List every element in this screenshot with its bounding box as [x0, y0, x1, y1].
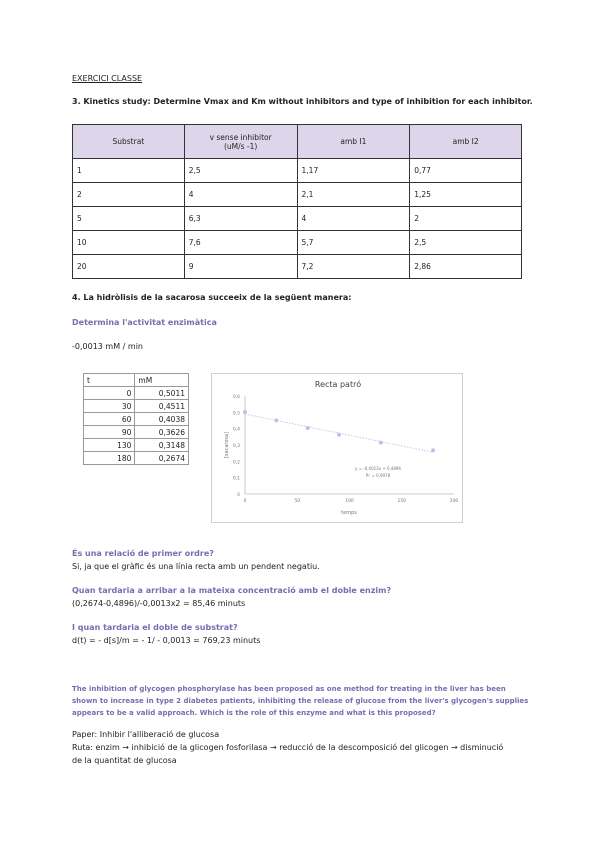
- table-cell: 0,5011: [135, 387, 189, 400]
- table-cell: 10: [73, 231, 185, 255]
- table-cell: 9: [184, 255, 297, 279]
- table-cell: 0,4038: [135, 413, 189, 426]
- trendline-r2: R² = 0,9978: [365, 473, 391, 478]
- table-cell: 4: [184, 183, 297, 207]
- data-point: [379, 441, 383, 445]
- table-cell: 7,2: [297, 255, 410, 279]
- table-cell: 6,3: [184, 207, 297, 231]
- header-substrat: Substrat: [73, 125, 185, 159]
- table-row: [84, 426, 189, 439]
- table-row: [84, 387, 189, 400]
- kinetics-table-header: [73, 125, 522, 159]
- table-cell: 2: [73, 183, 185, 207]
- question-double-substrate: I quan tardaria el doble de substrat?: [72, 623, 238, 632]
- header-mm: mM: [135, 374, 189, 387]
- header-amb-i1: amb I1: [297, 125, 410, 159]
- y-tick-label: 0,6: [232, 395, 240, 400]
- table-cell: 1,17: [297, 159, 410, 183]
- answer-first-order: Si, ja que el gràfic és una línia recta amb un pendent negatiu.: [72, 562, 320, 571]
- y-tick-label: 0,3: [232, 444, 240, 449]
- table-cell: 5: [73, 207, 185, 231]
- recta-patro-chart: [212, 374, 464, 524]
- data-point: [243, 410, 247, 414]
- y-tick-label: 0,1: [232, 476, 240, 482]
- x-tick-label: 100: [345, 499, 354, 504]
- table-cell: 60: [84, 413, 135, 426]
- table-cell: 0,2674: [135, 452, 189, 465]
- header-v-sense-inhibitor: [184, 125, 297, 159]
- table-row: [84, 439, 189, 452]
- y-tick-label: 0: [237, 493, 240, 498]
- question-first-order: És una relació de primer ordre?: [72, 549, 214, 558]
- table-row: [73, 207, 522, 231]
- table-cell: 180: [84, 452, 135, 465]
- table-row: [84, 452, 189, 465]
- table-row: [84, 413, 189, 426]
- data-point: [431, 448, 435, 452]
- table-cell: 5,7: [297, 231, 410, 255]
- y-tick-label: 0,5: [232, 411, 240, 417]
- question-double-enzyme: Quan tardaria a arribar a la mateixa concentració amb el doble enzim?: [72, 586, 392, 595]
- x-tick-label: 0: [243, 499, 247, 504]
- table-cell: 2: [410, 207, 522, 231]
- table-cell: 0: [84, 387, 135, 400]
- table-cell: 20: [73, 255, 185, 279]
- trendline-equation: y = -0,0013x + 0,4896: [355, 466, 401, 471]
- header-v-sense-inhibitor-text: v sense inhibitor (uM/s -1): [209, 132, 272, 151]
- question-4a: Determina l'activitat enzimàtica: [72, 318, 217, 327]
- table-cell: 0,77: [410, 159, 522, 183]
- small-table-header: [84, 374, 189, 387]
- answer-double-enzyme: (0,2674-0,4896)/-0,0013x2 = 85,46 minuts: [72, 599, 246, 608]
- table-cell: 1,25: [410, 183, 522, 207]
- y-tick-label: 0,2: [232, 460, 240, 466]
- table-cell: 130: [84, 439, 135, 452]
- table-cell: 4: [297, 207, 410, 231]
- x-tick-label: 200: [449, 499, 459, 504]
- header-t: t: [84, 374, 135, 387]
- x-axis-label: temps: [341, 510, 357, 516]
- table-cell: 2,5: [410, 231, 522, 255]
- glycogen-question: The inhibition of glycogen phosphorylase has been proposed as one method for treating in the liver has been shown to increase in type 2 diabetes patients, inhibiting the release of glucose from the liver's glycogen's supplies appears to be a valid approach. Which is the role of this enzyme and what is this proposed?: [72, 685, 529, 717]
- table-cell: 90: [84, 426, 135, 439]
- table-row: [73, 159, 522, 183]
- question-4: 4. La hidròlisis de la sacarosa succeeix de la següent manera:: [72, 293, 352, 302]
- table-cell: 1: [73, 159, 185, 183]
- table-cell: 0,4511: [135, 400, 189, 413]
- chart-title: Recta patró: [314, 380, 362, 389]
- table-row: [84, 400, 189, 413]
- table-cell: 2,86: [410, 255, 522, 279]
- data-point: [337, 433, 341, 437]
- table-cell: 2,1: [297, 183, 410, 207]
- table-cell: 0,3148: [135, 439, 189, 452]
- table-row: [73, 231, 522, 255]
- table-cell: 7,6: [184, 231, 297, 255]
- doc-heading: EXERCICI CLASSE: [72, 74, 143, 83]
- header-amb-i2: amb I2: [410, 125, 522, 159]
- ruta-answer-line2: de la quantitat de glucosa: [72, 756, 177, 765]
- paper-answer: Paper: Inhibir l'alliberació de glucosa: [72, 730, 220, 739]
- y-axis-label: [sacarosa]: [224, 431, 230, 459]
- x-tick-label: 150: [397, 499, 407, 504]
- chart-container: [211, 373, 463, 523]
- table-row: [73, 255, 522, 279]
- answer-double-substrate: d(t) = - d[s]/m = - 1/ - 0,0013 = 769,23 minuts: [72, 636, 261, 645]
- table-cell: 2,5: [184, 159, 297, 183]
- y-tick-label: 0,4: [232, 427, 240, 433]
- kinetics-table: [72, 124, 522, 279]
- table-cell: 0,3626: [135, 426, 189, 439]
- question-3: 3. Kinetics study: Determine Vmax and Km without inhibitors and type of inhibition for each inhibitor.: [72, 97, 533, 106]
- time-concentration-table: [83, 373, 189, 465]
- answer-4a: -0,0013 mM / min: [72, 342, 143, 351]
- data-point: [274, 418, 278, 422]
- x-tick-label: 50: [294, 499, 301, 504]
- data-point: [306, 426, 310, 430]
- table-row: [73, 183, 522, 207]
- ruta-answer-line1: Ruta: enzim → inhibició de la glicogen fosforilasa → reducció de la descomposició del glicogen → disminució: [72, 743, 504, 752]
- table-cell: 30: [84, 400, 135, 413]
